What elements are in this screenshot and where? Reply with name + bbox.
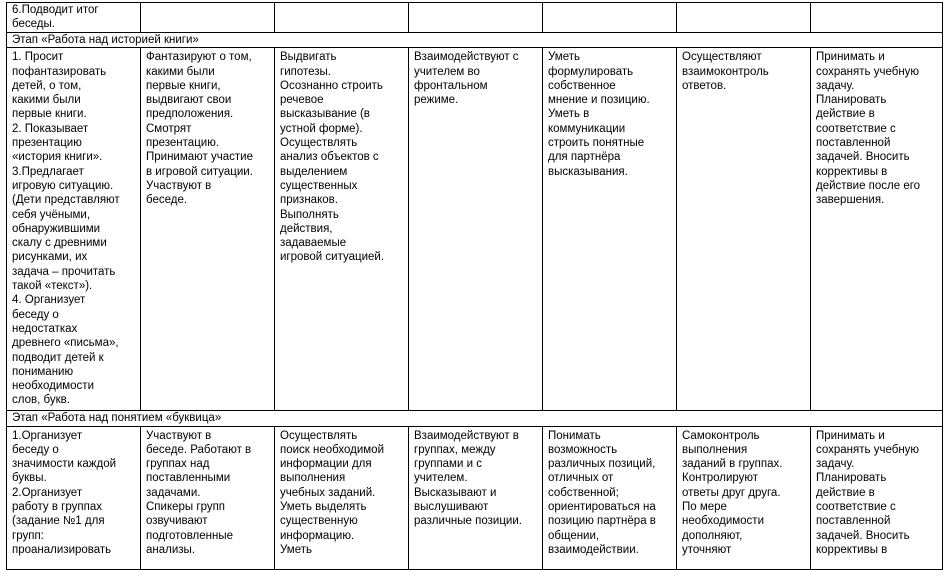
communicative-skills-cell: Уметь формулировать собственное мнение и позицию. Уметь в коммуникации строить понятные для партнёра высказывания. (543, 48, 677, 411)
table-cell (141, 3, 275, 33)
table-cell (543, 3, 677, 33)
control-form-cell: Самоконтроль выполнения заданий в группах. Контролируют ответы друг друга. По мере необходимости дополняют, уточняют (677, 426, 811, 569)
stage-header-row (7, 33, 943, 48)
student-activity-cell: Участвуют в беседе. Работают в группах над поставленными задачами. Спикеры групп озвучивают подготовленные анализы. (141, 426, 275, 569)
lesson-plan-table (6, 2, 943, 570)
stage-header-row (7, 411, 943, 426)
interaction-form-cell: Взаимодействуют в группах, между группами и с учителем. Высказывают и выслушивают различные позиции. (409, 426, 543, 569)
table-row (7, 3, 943, 33)
table-cell: 6.Подводит итог беседы. (7, 3, 141, 33)
student-activity-cell: Фантазируют о том, какими были первые книги, выдвигают свои предположения. Смотрят презентацию. Принимают участие в игровой ситуации. Участвуют в беседе. (141, 48, 275, 411)
table-cell (811, 3, 943, 33)
table-cell (677, 3, 811, 33)
teacher-activity-cell: 1.Организует беседу о значимости каждой буквы. 2.Организует работу в группах (задание №1 для групп: проанализировать (7, 426, 141, 569)
stage-title: Этап «Работа над понятием «буквица» (7, 411, 943, 426)
table-cell (275, 3, 409, 33)
communicative-skills-cell: Понимать возможность различных позиций, отличных от собственной; ориентироваться на позицию партнёра в общении, взаимодействии. (543, 426, 677, 569)
stage-title: Этап «Работа над историей книги» (7, 33, 943, 48)
table-cell (409, 3, 543, 33)
regulatory-skills-cell: Принимать и сохранять учебную задачу. Планировать действие в соответствие с поставленной задачей. Вносить коррективы в действие после его завершения. (811, 48, 943, 411)
teacher-activity-cell: 1. Просит пофантазировать детей, о том, какими были первые книги. 2. Показывает презентацию «история книги». 3.Предлагает игровую ситуацию. (Дети представляют себя учёными, обнаружившими скалу с древними рисунками, их задача – прочитать такой «текст»). 4. Организует беседу о недостатках древнего «письма», подводит детей к пониманию необходимости слов, букв. (7, 48, 141, 411)
control-form-cell: Осуществляют взаимоконтроль ответов. (677, 48, 811, 411)
regulatory-skills-cell: Принимать и сохранять учебную задачу. Планировать действие в соответствие с поставленной задачей. Вносить коррективы в (811, 426, 943, 569)
cognitive-skills-cell: Осуществлять поиск необходимой информации для выполнения учебных заданий. Уметь выделять существенную информацию. Уметь (275, 426, 409, 569)
table-row (7, 426, 943, 569)
table-row (7, 48, 943, 411)
cognitive-skills-cell: Выдвигать гипотезы. Осознанно строить речевое высказывание (в устной форме). Осуществлять анализ объектов с выделением существенных признаков. Выполнять действия, задаваемые игровой ситуацией. (275, 48, 409, 411)
interaction-form-cell: Взаимодействуют с учителем во фронтальном режиме. (409, 48, 543, 411)
lesson-plan-document (6, 2, 942, 570)
